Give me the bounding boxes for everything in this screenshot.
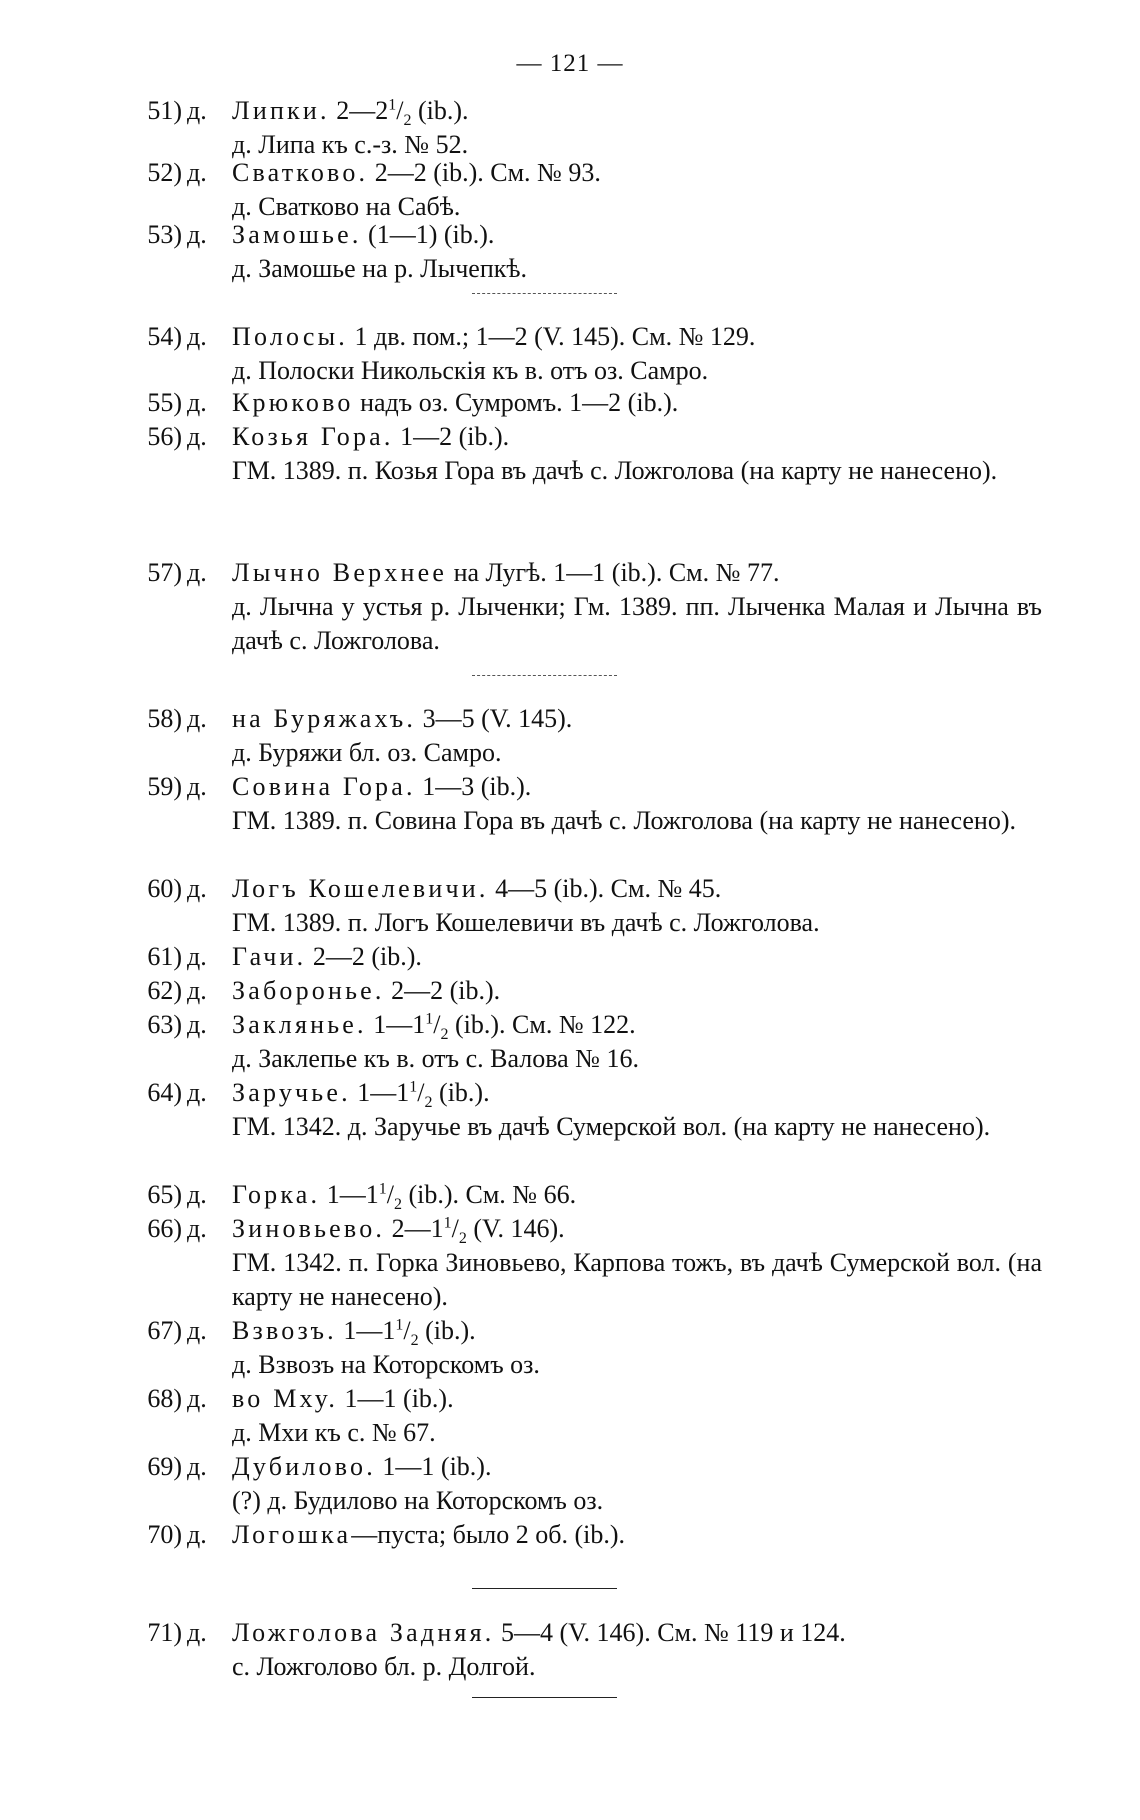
place-name: Козья Гора.	[232, 422, 394, 451]
entry-data: 1 дв. пом.; 1—2 (V. 145). См. № 129.	[347, 322, 756, 351]
place-name: Замошье.	[232, 220, 362, 249]
entry-type: д.	[187, 220, 207, 249]
place-name: Полосы.	[232, 322, 348, 351]
entry-type: д.	[187, 1316, 207, 1345]
entry-number: 54)	[147, 322, 182, 351]
place-name: Взвозъ.	[232, 1316, 337, 1345]
entry-data: 1—3 (ib.).	[415, 772, 532, 801]
entry-data: 5—4 (V. 146). См. № 119 и 124.	[494, 1618, 846, 1647]
entry-type: д.	[187, 158, 207, 187]
place-name: Липки.	[232, 96, 330, 125]
entry-type: д.	[187, 1010, 207, 1039]
entry-number: 69)	[147, 1452, 182, 1481]
entry-note: д. Замошье на р. Лычепкѣ.	[232, 254, 528, 283]
entry-type: д.	[187, 388, 207, 417]
section-divider	[472, 1697, 617, 1698]
entry-type: д.	[187, 96, 207, 125]
entry-note: ГМ. 1389. п. Совина Гора въ дачѣ с. Ложголова (на карту не нанесено).	[232, 806, 1016, 835]
entry-number: 66)	[147, 1214, 182, 1243]
entry-data: 1—1	[336, 1316, 396, 1345]
place-name: Совина Гора.	[232, 772, 416, 801]
entry-note: д. Липа къ с.-з. № 52.	[232, 130, 469, 159]
place-name: Заручье.	[232, 1078, 351, 1107]
entry-number: 61)	[147, 942, 182, 971]
entry-data: —пуста; было 2 об. (ib.).	[351, 1520, 626, 1549]
entry-data: 2—1	[385, 1214, 444, 1243]
fraction-denominator: 2	[440, 1026, 449, 1044]
entry-type: д.	[187, 1618, 207, 1647]
entry-data: (1—1) (ib.).	[361, 220, 495, 249]
fraction-denominator: 2	[403, 112, 412, 130]
section-divider	[472, 675, 617, 676]
place-name: на Буряжахъ.	[232, 704, 417, 733]
entry-data: 1—1 (ib.).	[375, 1452, 492, 1481]
entry-data: 1—1	[350, 1078, 410, 1107]
entry-data: 1—1 (ib.).	[338, 1384, 454, 1413]
entry-number: 67)	[147, 1316, 182, 1345]
entry-data-tail: (ib.).	[432, 1078, 490, 1107]
entry-number: 71)	[147, 1618, 182, 1647]
entry-type: д.	[187, 1180, 207, 1209]
entry-data-tail: (ib.).	[411, 96, 469, 125]
entry-data: 3—5 (V. 145).	[416, 704, 573, 733]
entry-type: д.	[187, 772, 207, 801]
entry-note: ГМ. 1389. п. Козья Гора въ дачѣ с. Ложголова (на карту не нанесено).	[232, 456, 998, 485]
entry-data-tail: (ib.). См. № 66.	[401, 1180, 577, 1209]
entry-number: 58)	[147, 704, 182, 733]
fraction-numerator: 1	[443, 1214, 452, 1232]
entry-type: д.	[187, 558, 207, 587]
entry-type: д.	[187, 976, 207, 1005]
entry-number: 52)	[147, 158, 182, 187]
fraction-denominator: 2	[458, 1230, 467, 1248]
entry-type: д.	[187, 1452, 207, 1481]
fraction-denominator: 2	[410, 1332, 419, 1350]
entry-type: д.	[187, 942, 207, 971]
entry-note: д. Заклепье къ в. отъ с. Валова № 16.	[232, 1044, 639, 1073]
section-divider	[472, 1588, 617, 1589]
entry-note: ГМ. 1389. п. Логъ Кошелевичи въ дачѣ с. Ложголова.	[232, 908, 820, 937]
entry-number: 56)	[147, 422, 182, 451]
entry-number: 63)	[147, 1010, 182, 1039]
entry-number: 60)	[147, 874, 182, 903]
place-name: Логъ Кошелевичи.	[232, 874, 489, 903]
entry-note: д. Буряжи бл. оз. Самро.	[232, 738, 502, 767]
entry-note: д. Взвозъ на Которскомъ оз.	[232, 1350, 540, 1379]
entry-data: на Лугѣ. 1—1 (ib.). См. № 77.	[447, 558, 780, 587]
entry-note: д. Сватково на Сабѣ.	[232, 192, 461, 221]
place-name: Гачи.	[232, 942, 307, 971]
entry-note: (?) д. Будилово на Которскомъ оз.	[232, 1486, 604, 1515]
entry-type: д.	[187, 322, 207, 351]
entry-type: д.	[187, 1214, 207, 1243]
place-name: Горка.	[232, 1180, 321, 1209]
place-name: Заборонье.	[232, 976, 385, 1005]
fraction-denominator: 2	[424, 1094, 433, 1112]
entry-number: 65)	[147, 1180, 182, 1209]
entry-data-tail: (ib.). См. № 122.	[448, 1010, 636, 1039]
entry-type: д.	[187, 422, 207, 451]
entry-number: 55)	[147, 388, 182, 417]
entry-type: д.	[187, 874, 207, 903]
place-name: во Мху.	[232, 1384, 339, 1413]
entry-note: д. Лычна у устья р. Лыченки; Гм. 1389. пп. Лыченка Малая и Лычна въ дачѣ с. Ложголова.	[232, 592, 1042, 655]
entry-type: д.	[187, 1078, 207, 1107]
fraction-numerator: 1	[409, 1078, 418, 1096]
entry-data-tail: (ib.).	[418, 1316, 476, 1345]
place-name: Сватково.	[232, 158, 369, 187]
place-name: Зиновьево.	[232, 1214, 386, 1243]
page-number: — 121 —	[516, 50, 624, 77]
entry-number: 51)	[147, 96, 182, 125]
fraction-numerator: 1	[378, 1180, 387, 1198]
entry-note: ГМ. 1342. п. Горка Зиновьево, Карпова тожъ, въ дачѣ Сумерской вол. (на карту не нанесено).	[232, 1248, 1042, 1311]
entry-data: 2—2 (ib.). См. № 93.	[368, 158, 601, 187]
entry-number: 64)	[147, 1078, 182, 1107]
fraction-denominator: 2	[393, 1196, 402, 1214]
entry-data: надъ оз. Сумромъ. 1—2 (ib.).	[353, 388, 679, 417]
place-name: Заклянье.	[232, 1010, 367, 1039]
entry-number: 59)	[147, 772, 182, 801]
entry-number: 53)	[147, 220, 182, 249]
entry-data: 1—1	[320, 1180, 379, 1209]
entry-note: с. Ложголово бл. р. Долгой.	[232, 1652, 536, 1681]
place-name: Ложголова Задняя.	[232, 1618, 495, 1647]
entry-number: 57)	[147, 558, 182, 587]
fraction-numerator: 1	[425, 1010, 434, 1028]
entry-note: д. Полоски Никольскія къ в. отъ оз. Самро.	[232, 356, 709, 385]
place-name: Логошка	[232, 1520, 352, 1549]
entry-note: д. Мхи къ с. № 67.	[232, 1418, 436, 1447]
entry-data: 1—2 (ib.).	[393, 422, 510, 451]
fraction-numerator: 1	[395, 1316, 404, 1334]
fraction-numerator: 1	[388, 96, 397, 114]
entry-type: д.	[187, 704, 207, 733]
entry-number: 70)	[147, 1520, 182, 1549]
entry-data-tail: (V. 146).	[466, 1214, 565, 1243]
entry-number: 68)	[147, 1384, 182, 1413]
entry-note: ГМ. 1342. д. Заручье въ дачѣ Сумерской вол. (на карту не нанесено).	[232, 1112, 991, 1141]
entry-data: 4—5 (ib.). См. № 45.	[488, 874, 722, 903]
entry-data: 1—1	[366, 1010, 426, 1039]
entry-data: 2—2 (ib.).	[384, 976, 501, 1005]
place-name: Лычно Верхнее	[232, 558, 448, 587]
place-name: Дубилово.	[232, 1452, 376, 1481]
place-name: Крюково	[232, 388, 354, 417]
entry-data: 2—2	[329, 96, 389, 125]
entry-type: д.	[187, 1520, 207, 1549]
entry-type: д.	[187, 1384, 207, 1413]
entry-data: 2—2 (ib.).	[306, 942, 422, 971]
entry-number: 62)	[147, 976, 182, 1005]
section-divider	[472, 293, 617, 294]
